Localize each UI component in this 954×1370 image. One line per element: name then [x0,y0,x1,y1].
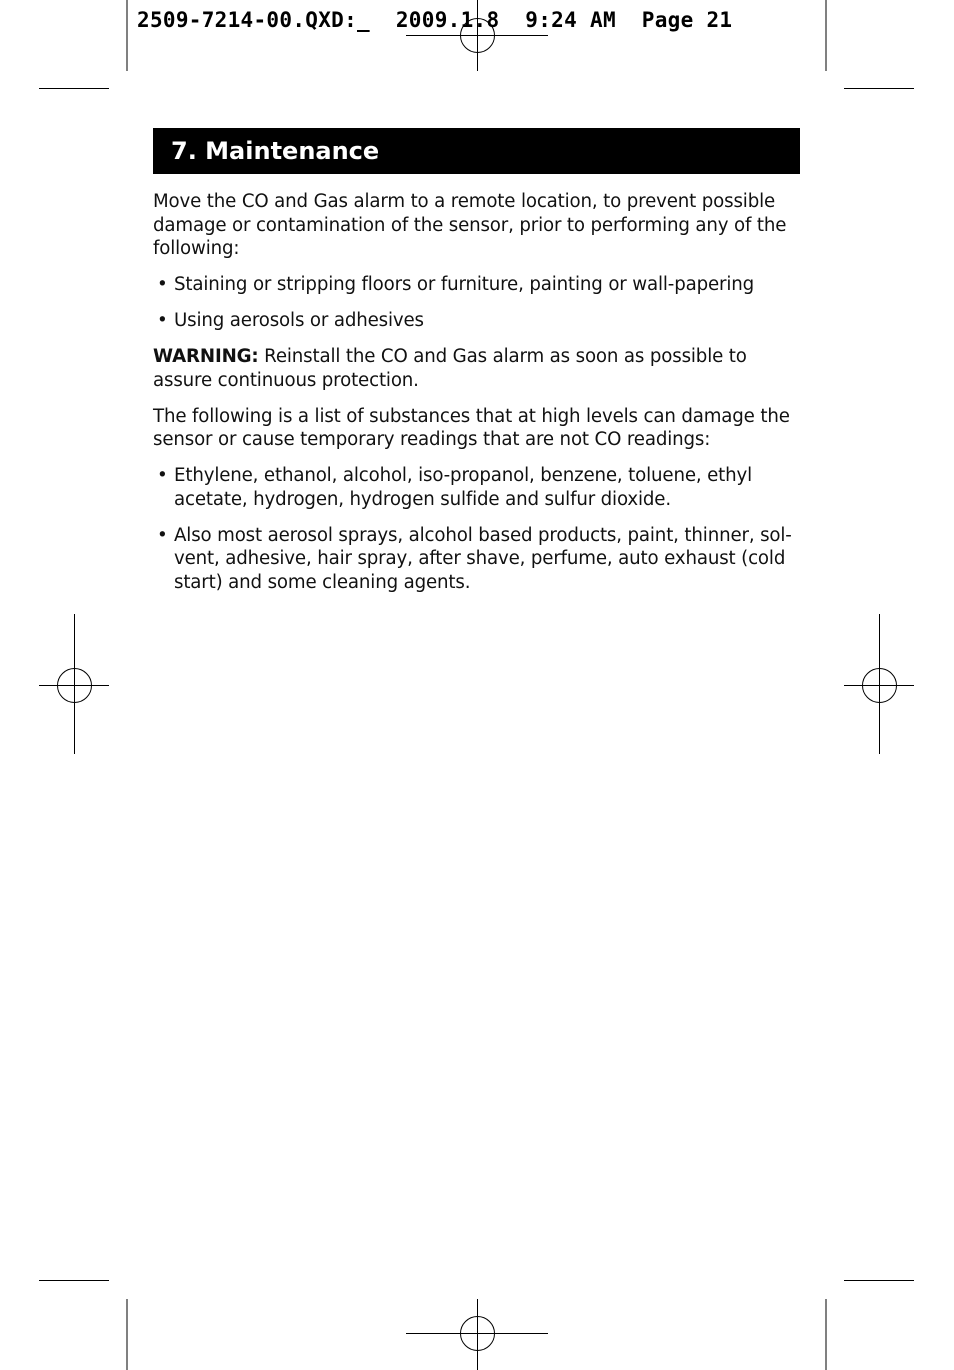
registration-mark-left [39,614,109,754]
list-item [153,273,803,297]
list-item [153,524,803,595]
warning-label: WARNING: [153,346,259,367]
list-item [153,309,803,333]
warning-text: Reinstall the CO and Gas alarm as soon as possible to assure continuous protection. [153,346,747,391]
warning-paragraph [153,345,803,392]
list-item-text: Also most aerosol sprays, alcohol based products, paint, thinner, sol-vent, adhesive, hair spray, after shave, perfume, auto exhaust (cold start) and some cleaning agents. [174,524,792,593]
maintenance-body [153,190,803,607]
list-item-text: Using aerosols or adhesives [174,310,424,331]
bullet-icon: • [157,274,168,295]
list-item-text: Ethylene, ethanol, alcohol, iso-propanol, benzene, toluene, ethyl acetate, hydrogen, hydrogen sulfide and sulfur dioxide. [174,465,753,510]
registration-mark-right [844,614,914,754]
list-item-text: Staining or stripping floors or furniture, painting or wall-papering [174,274,755,295]
substances-intro-paragraph: The following is a list of substances that at high levels can damage the sensor or cause temporary readings that are not CO readings: [153,405,790,450]
bullet-icon: • [157,465,168,486]
intro-paragraph: Move the CO and Gas alarm to a remote location, to prevent possible damage or contamination of the sensor, prior to performing any of the following: [153,191,787,259]
registration-mark-bottom [406,1299,548,1370]
section-heading-bar [153,128,800,174]
section-heading: 7. Maintenance [171,137,380,165]
list-item [153,464,803,511]
bullet-icon: • [157,524,168,546]
bullet-icon: • [157,310,168,331]
file-slug-line: 2509-7214-00.QXD:_ 2009.1.8 9:24 AM Page 21 [137,8,733,32]
